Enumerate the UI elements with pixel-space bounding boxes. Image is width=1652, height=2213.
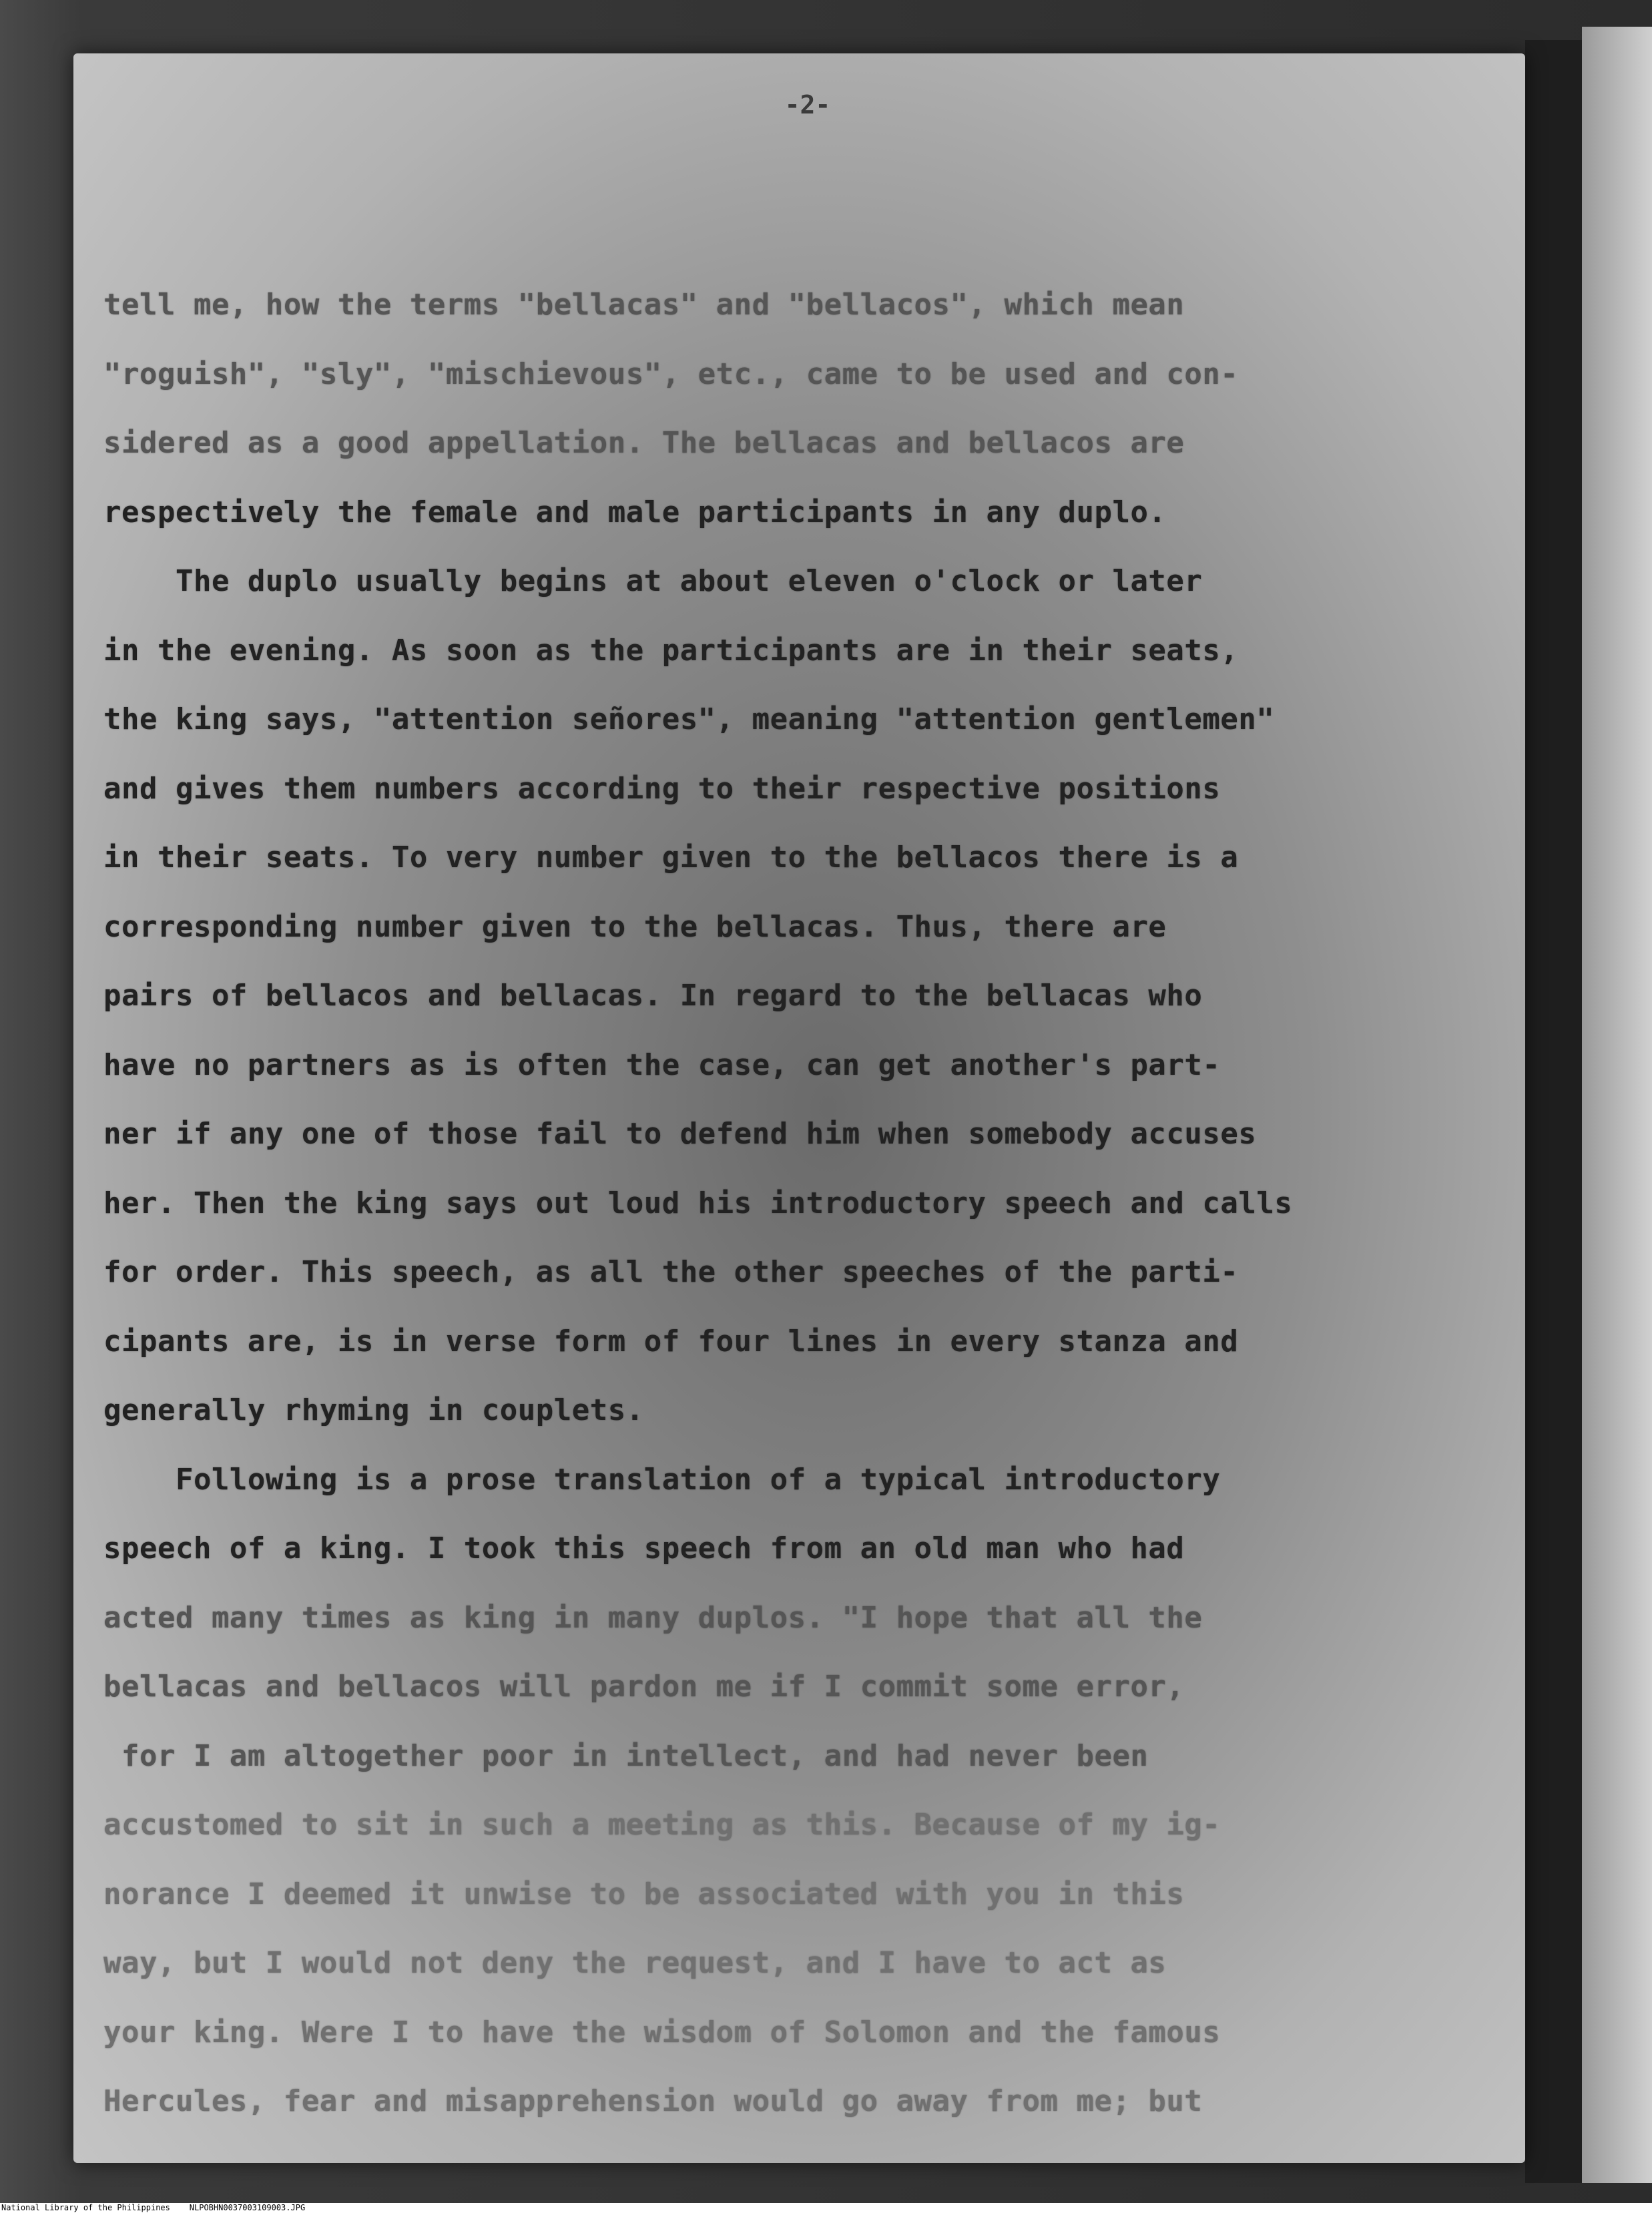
- text-line: sidered as a good appellation. The bellacas and bellacos are: [103, 426, 1185, 460]
- text-line: cipants are, is in verse form of four lines in every stanza and: [103, 1324, 1239, 1359]
- adjacent-page-edge: [1582, 27, 1652, 2183]
- text-line: her. Then the king says out loud his introductory speech and calls: [103, 1186, 1293, 1220]
- text-line: The duplo usually begins at about eleven o'clock or later: [103, 564, 1203, 598]
- text-line: tell me, how the terms "bellacas" and "bellacos", which mean: [103, 288, 1185, 322]
- scan-dark-gap: [1525, 40, 1582, 2183]
- text-line: your king. Were I to have the wisdom of Solomon and the famous: [103, 2015, 1221, 2049]
- text-line: bellacas and bellacos will pardon me if I commit some error,: [103, 1670, 1185, 1704]
- text-line: in the evening. As soon as the participants are in their seats,: [103, 633, 1239, 668]
- text-line: and gives them numbers according to their respective positions: [103, 771, 1221, 806]
- text-line: corresponding number given to the bellacas. Thus, there are: [103, 909, 1167, 944]
- text-line: respectively the female and male participants in any duplo.: [103, 495, 1167, 529]
- text-line: pairs of bellacos and bellacas. In regard to the bellacas who: [103, 979, 1203, 1013]
- footer-library: National Library of the Philippines: [1, 2203, 170, 2212]
- text-line: for order. This speech, as all the other speeches of the parti-: [103, 1255, 1239, 1289]
- text-line: norance I deemed it unwise to be associated with you in this: [103, 1877, 1185, 1911]
- text-line: speech of a king. I took this speech from an old man who had: [103, 1531, 1185, 1565]
- text-line: have no partners as is often the case, can get another's part-: [103, 1047, 1221, 1082]
- page-number: -2-: [784, 90, 831, 119]
- text-line: ner if any one of those fail to defend him when somebody accuses: [103, 1117, 1257, 1151]
- footer-filename: NLPOBHN0037003109003.JPG: [189, 2203, 306, 2212]
- text-line: accustomed to sit in such a meeting as this. Because of my ig-: [103, 1808, 1221, 1842]
- text-line: way, but I would not deny the request, and I have to act as: [103, 1946, 1167, 1980]
- document-page: [73, 53, 1525, 2163]
- scan-footer: [0, 2203, 1652, 2213]
- text-line: generally rhyming in couplets.: [103, 1393, 644, 1427]
- footer-caption: [1, 2203, 305, 2213]
- text-line: "roguish", "sly", "mischievous", etc., came to be used and con-: [103, 356, 1239, 391]
- text-line: Following is a prose translation of a typical introductory: [103, 1462, 1221, 1497]
- text-line: in their seats. To very number given to the bellacos there is a: [103, 840, 1239, 875]
- body-text: [103, 270, 1525, 2136]
- text-line: Hercules, fear and misapprehension would go away from me; but: [103, 2084, 1203, 2118]
- text-line: for I am altogether poor in intellect, and had never been: [103, 1738, 1149, 1773]
- text-line: acted many times as king in many duplos. "I hope that all the: [103, 1600, 1203, 1635]
- text-line: the king says, "attention señores", meaning "attention gentlemen": [103, 702, 1275, 736]
